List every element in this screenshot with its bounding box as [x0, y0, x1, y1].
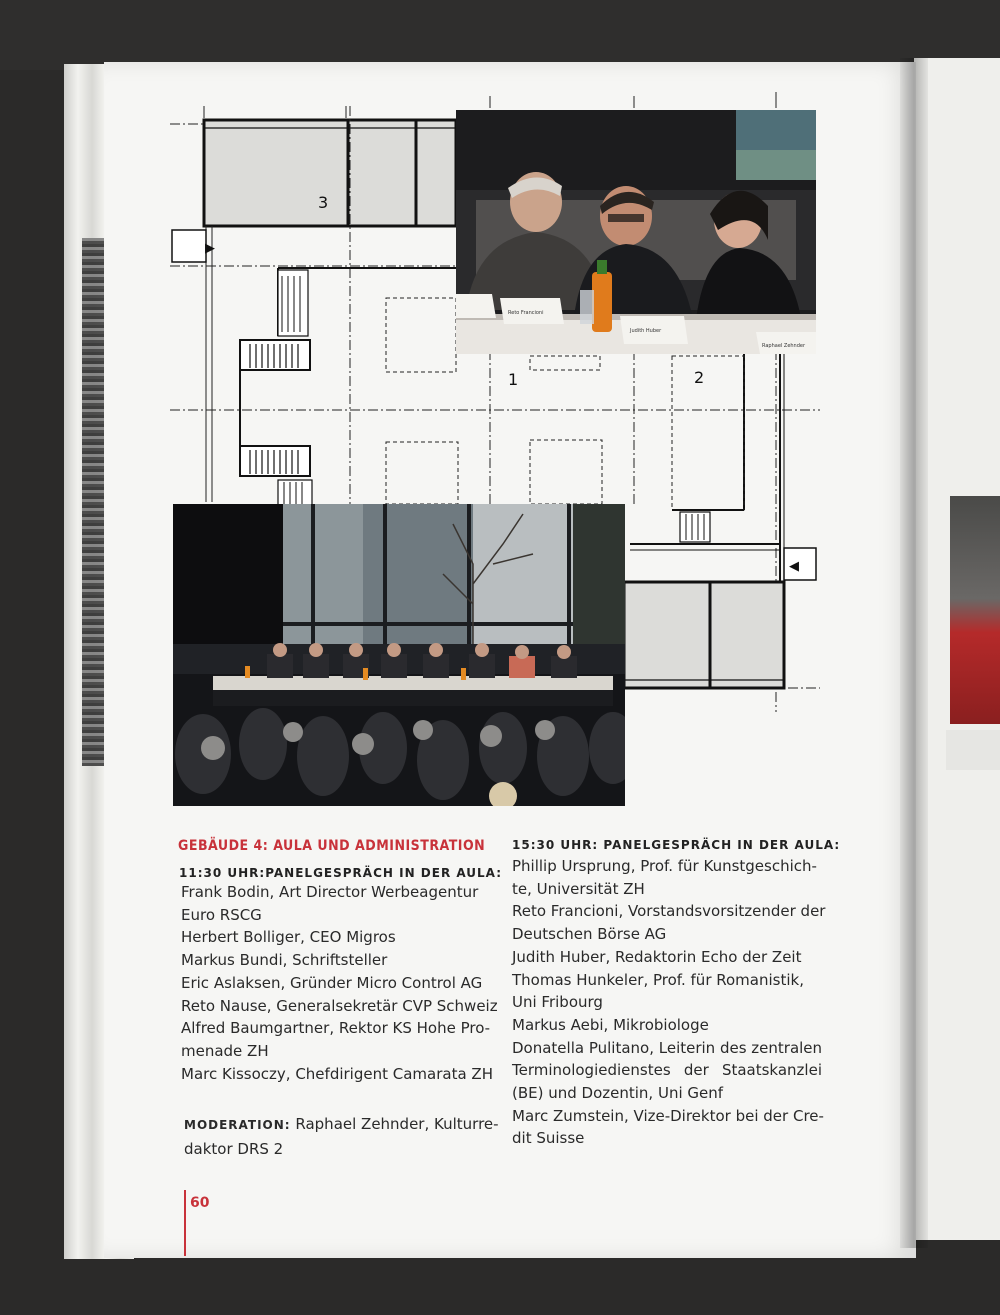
previous-page-bleed — [82, 238, 104, 766]
facing-page-ghost-lower — [946, 730, 1000, 770]
right-line: te, Universität ZH — [512, 879, 645, 898]
right-line: dit Suisse — [512, 1129, 585, 1148]
left-line: Alfred Baumgartner, Rektor KS Hohe Pro- — [181, 1019, 491, 1038]
scan-background — [0, 0, 1000, 70]
facing-page-photo — [950, 496, 1000, 724]
right-line: (BE) und Dozentin, Uni Genf — [512, 1084, 724, 1103]
moderation-line — [184, 1112, 499, 1137]
room-bottom-right — [624, 582, 784, 688]
right-column — [512, 855, 826, 1150]
arrow-left-icon: ▶ — [205, 241, 215, 256]
left-column — [181, 881, 498, 1085]
right-line: Markus Aebi, Mikrobiologe — [512, 1015, 709, 1034]
left-line: Eric Aslaksen, Gründer Micro Control AG — [181, 973, 483, 992]
right-line: Deutschen Börse AG — [512, 925, 667, 944]
section-header: GEBÄUDE 4: AULA UND ADMINISTRATION — [178, 838, 486, 854]
right-line: Thomas Hunkeler, Prof. für Romanistik, — [512, 970, 804, 989]
left-line: Marc Kissoczy, Chefdirigent Camarata ZH — [181, 1064, 493, 1083]
left-subheading: 11:30 UHR:PANELGESPRÄCH IN DER AULA: — [179, 866, 502, 880]
moderation-text: Raphael Zehnder, Kulturre- — [295, 1115, 499, 1133]
right-line: Donatella Pulitano, Leiterin des zentralen — [512, 1038, 823, 1057]
right-line: Uni Fribourg — [512, 993, 603, 1012]
right-line: Phillip Ursprung, Prof. für Kunstgeschich- — [512, 857, 817, 875]
right-line: Terminologiedienstes der Staatskanzlei — [512, 1061, 822, 1080]
auditorium-photo — [173, 504, 625, 806]
panel-closeup-photo — [456, 110, 816, 354]
room-3 — [204, 120, 456, 226]
page-number-rule — [184, 1190, 186, 1256]
right-line: Reto Francioni, Vorstandsvorsitzender der — [512, 902, 826, 921]
left-line: Reto Nause, Generalsekretär CVP Schweiz — [181, 996, 498, 1015]
moderation-label: MODERATION: — [184, 1118, 291, 1132]
nameplate-huber: Judith Huber — [630, 328, 662, 334]
room-label-2: 2 — [694, 368, 705, 387]
gutter-shadow — [900, 58, 928, 1248]
right-line: Judith Huber, Redaktorin Echo der Zeit — [512, 947, 802, 966]
right-line: Marc Zumstein, Vize-Direktor bei der Cre- — [512, 1106, 824, 1125]
nameplate-francioni: Reto Francioni — [508, 310, 544, 316]
left-line: Markus Bundi, Schriftsteller — [181, 951, 388, 970]
moderation-block — [184, 1112, 499, 1161]
moderation-line: daktor DRS 2 — [184, 1140, 284, 1158]
left-line: Herbert Bolliger, CEO Migros — [181, 928, 396, 947]
room-label-1: 1 — [508, 370, 519, 389]
page-number: 60 — [190, 1195, 210, 1211]
left-line: Euro RSCG — [181, 905, 262, 924]
left-line: menade ZH — [181, 1041, 269, 1060]
nameplate-zehnder: Raphael Zehnder — [762, 343, 806, 349]
room-label-3: 3 — [318, 193, 329, 212]
right-subheading: 15:30 UHR: PANELGESPRÄCH IN DER AULA: — [512, 838, 841, 852]
arrow-right-icon: ◀ — [789, 559, 799, 574]
left-line: Frank Bodin, Art Director Werbeagentur — [181, 883, 479, 901]
